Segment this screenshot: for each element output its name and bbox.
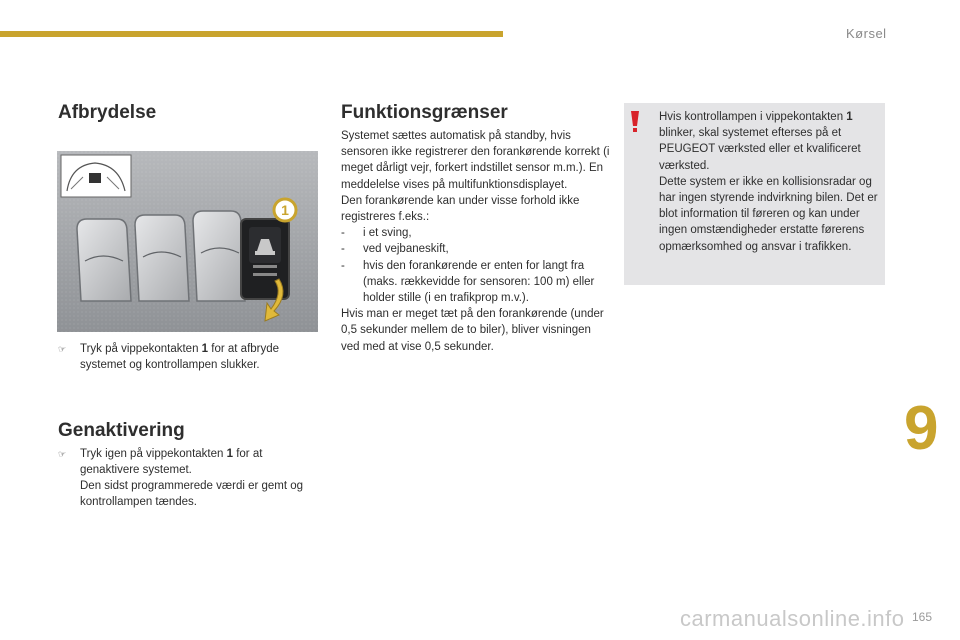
list-item: - ved vejbaneskift, <box>341 243 449 256</box>
bullet-text: Tryk på vippekontakten 1 for at afbryde systemet og kontrollampen slukker. <box>80 343 280 371</box>
section-heading-genaktivering: Genaktivering <box>58 420 185 441</box>
list-item: - hvis den forankørende er enten for langt fra (maks. rækkevidde for sensoren: 100 m) eller holder stille (i en trafikprop m.v.). <box>341 259 595 305</box>
paragraph: Hvis man er meget tæt på den forankørende (under 0,5 sekunder mellem de to biler), bliver visningen ved med at vise 0,5 sekunder. <box>341 308 604 353</box>
warning-paragraph: Hvis kontrollampen i vippekontakten 1 blinker, skal systemet efterses på et PEUGEOT værksted eller et kvalificeret værksted. <box>659 111 861 172</box>
switch-panel-illustration <box>57 151 318 332</box>
list-item: - i et sving, <box>341 227 412 240</box>
warning-text <box>659 109 881 255</box>
funktionsgraenser-body <box>341 128 611 355</box>
chapter-title: Kørsel <box>846 26 887 41</box>
chapter-number: 9 <box>904 394 939 463</box>
bullet-text: Tryk igen på vippekontakten 1 for at genaktivere systemet. Den sidst programmerede værdi er gemt og kontrollampen tændes. <box>80 448 304 508</box>
callout-number: 1 <box>281 202 289 218</box>
page-number: 165 <box>912 610 933 624</box>
pointing-hand-icon: ☞ <box>58 449 67 459</box>
exclamation-icon <box>629 110 641 134</box>
paragraph: Den forankørende kan under visse forhold ikke registreres f.eks.: <box>341 194 580 224</box>
chapter-accent-bar <box>0 31 503 37</box>
bullet-afbrydelse <box>58 341 308 373</box>
section-heading-afbrydelse: Afbrydelse <box>58 102 157 123</box>
pointing-hand-icon: ☞ <box>58 344 67 354</box>
warning-paragraph: Dette system er ikke en kollisionsradar og har ingen styrende indvirkning bilen. Det er blot information til føreren og kan under ingen omstændigheder erstatte førerens opmærksomhed og ansvar i trafikken. <box>659 175 878 253</box>
bullet-genaktivering <box>58 446 320 510</box>
section-heading-funktionsgraenser: Funktionsgrænser <box>341 102 508 123</box>
watermark: carmanualsonline.info <box>680 606 905 631</box>
paragraph: Systemet sættes automatisk på standby, hvis sensoren ikke registrerer den forankørende korrekt (i meget dårligt vejr, forkert indstillet sensor m.m.). En meddelelse vises på multifunktionsdisplayet. <box>341 130 610 191</box>
